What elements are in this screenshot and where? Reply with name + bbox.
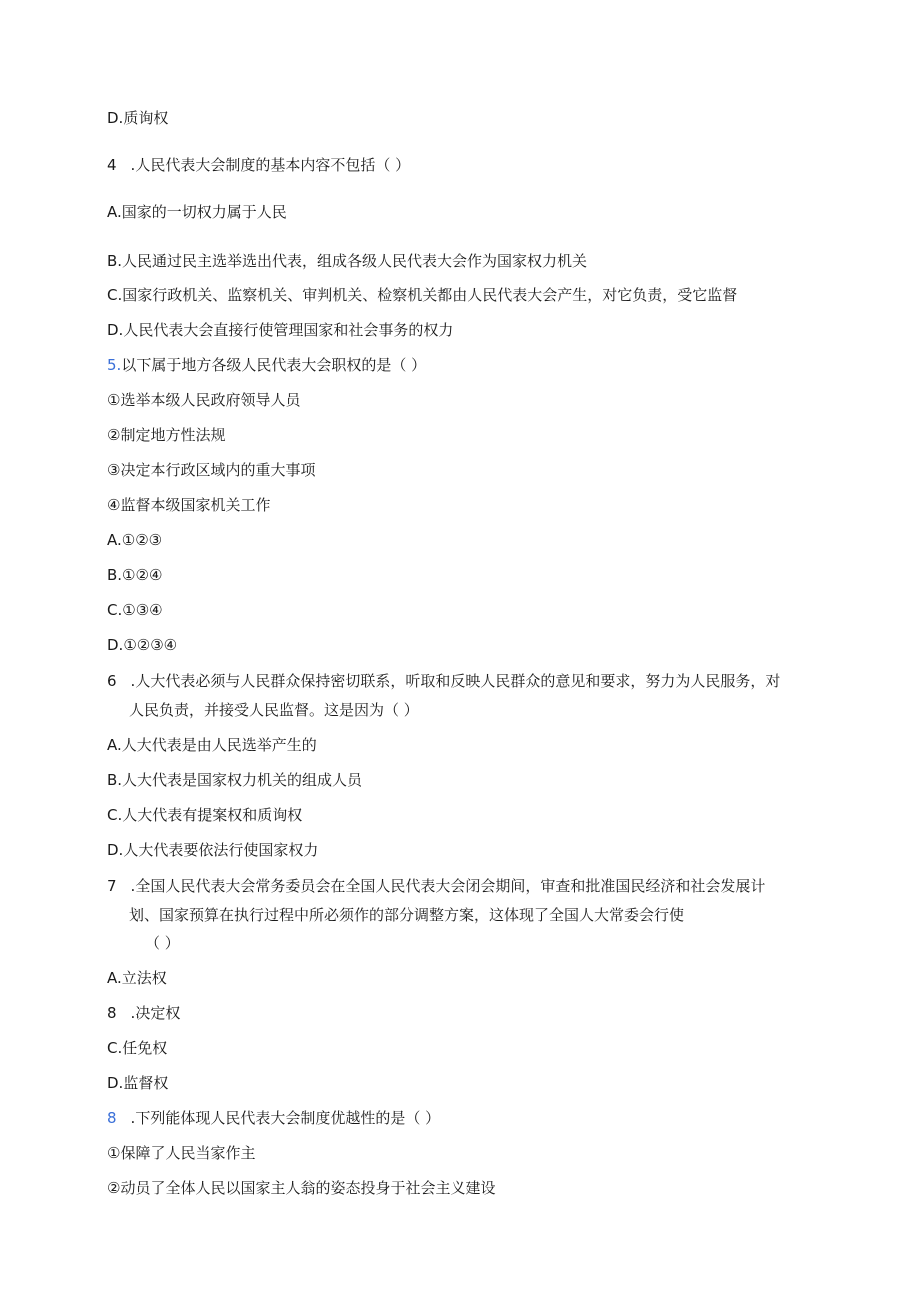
question-number: 7 <box>107 877 117 895</box>
q5-statement-2: ②制定地方性法规 <box>107 426 226 444</box>
q6-option-d: D.人大代表要依法行使国家权力 <box>107 841 319 859</box>
option-number: 8 <box>107 1004 117 1022</box>
question-text: .人民代表大会制度的基本内容不包括（ ） <box>130 156 411 174</box>
question-number: 5. <box>107 356 122 374</box>
question-6-continued: 人民负责，并接受人民监督。这是因为（ ） <box>129 701 419 719</box>
question-4 <box>107 155 410 175</box>
question-7-continued: 划、国家预算在执行过程中所必须作的部分调整方案，这体现了全国人大常委会行使 <box>129 906 685 924</box>
question-number: 4 <box>107 156 117 174</box>
question-number: 6 <box>107 672 117 690</box>
q7-option-a: A.立法权 <box>107 969 167 987</box>
option-text: .决定权 <box>130 1004 181 1022</box>
question-7-blank: （ ） <box>145 934 180 952</box>
q5-statement-4: ④监督本级国家机关工作 <box>107 496 271 514</box>
q8-statement-2: ②动员了全体人民以国家主人翁的姿态投身于社会主义建设 <box>107 1179 496 1197</box>
q6-option-b: B.人大代表是国家权力机关的组成人员 <box>107 771 363 789</box>
q5-option-a: A.①②③ <box>107 531 163 549</box>
q4-option-c: C.国家行政机关、监察机关、审判机关、检察机关都由人民代表大会产生，对它负责，受它监督 <box>107 286 738 304</box>
q5-option-d: D.①②③④ <box>107 636 178 654</box>
question-7 <box>107 876 765 896</box>
question-text: .下列能体现人民代表大会制度优越性的是（ ） <box>130 1109 441 1127</box>
q5-option-b: B.①②④ <box>107 566 163 584</box>
q6-option-a: A.人大代表是由人民选举产生的 <box>107 736 317 754</box>
q7-option-d: D.监督权 <box>107 1074 169 1092</box>
q4-option-d: D.人民代表大会直接行使管理国家和社会事务的权力 <box>107 321 454 339</box>
question-number: 8 <box>107 1109 117 1127</box>
q5-statement-1: ①选举本级人民政府领导人员 <box>107 391 301 409</box>
q7-option-c: C.任免权 <box>107 1039 168 1057</box>
q8-statement-1: ①保障了人民当家作主 <box>107 1144 256 1162</box>
question-5 <box>107 355 426 375</box>
question-8 <box>107 1108 440 1128</box>
q4-option-b: B.人民通过民主选举选出代表，组成各级人民代表大会作为国家权力机关 <box>107 252 588 270</box>
question-text: .人大代表必须与人民群众保持密切联系，听取和反映人民群众的意见和要求，努力为人民服务，对 <box>130 672 781 690</box>
q5-statement-3: ③决定本行政区域内的重大事项 <box>107 461 316 479</box>
q6-option-c: C.人大代表有提案权和质询权 <box>107 806 303 824</box>
option-d-prev: D.质询权 <box>107 109 169 127</box>
q5-option-c: C.①③④ <box>107 601 163 619</box>
question-6 <box>107 671 780 691</box>
q7-option-b <box>107 1003 180 1023</box>
q4-option-a: A.国家的一切权力属于人民 <box>107 203 287 221</box>
question-text: .全国人民代表大会常务委员会在全国人民代表大会闭会期间，审查和批准国民经济和社会发展计 <box>130 877 766 895</box>
question-text: 以下属于地方各级人民代表大会职权的是（ ） <box>121 356 427 374</box>
